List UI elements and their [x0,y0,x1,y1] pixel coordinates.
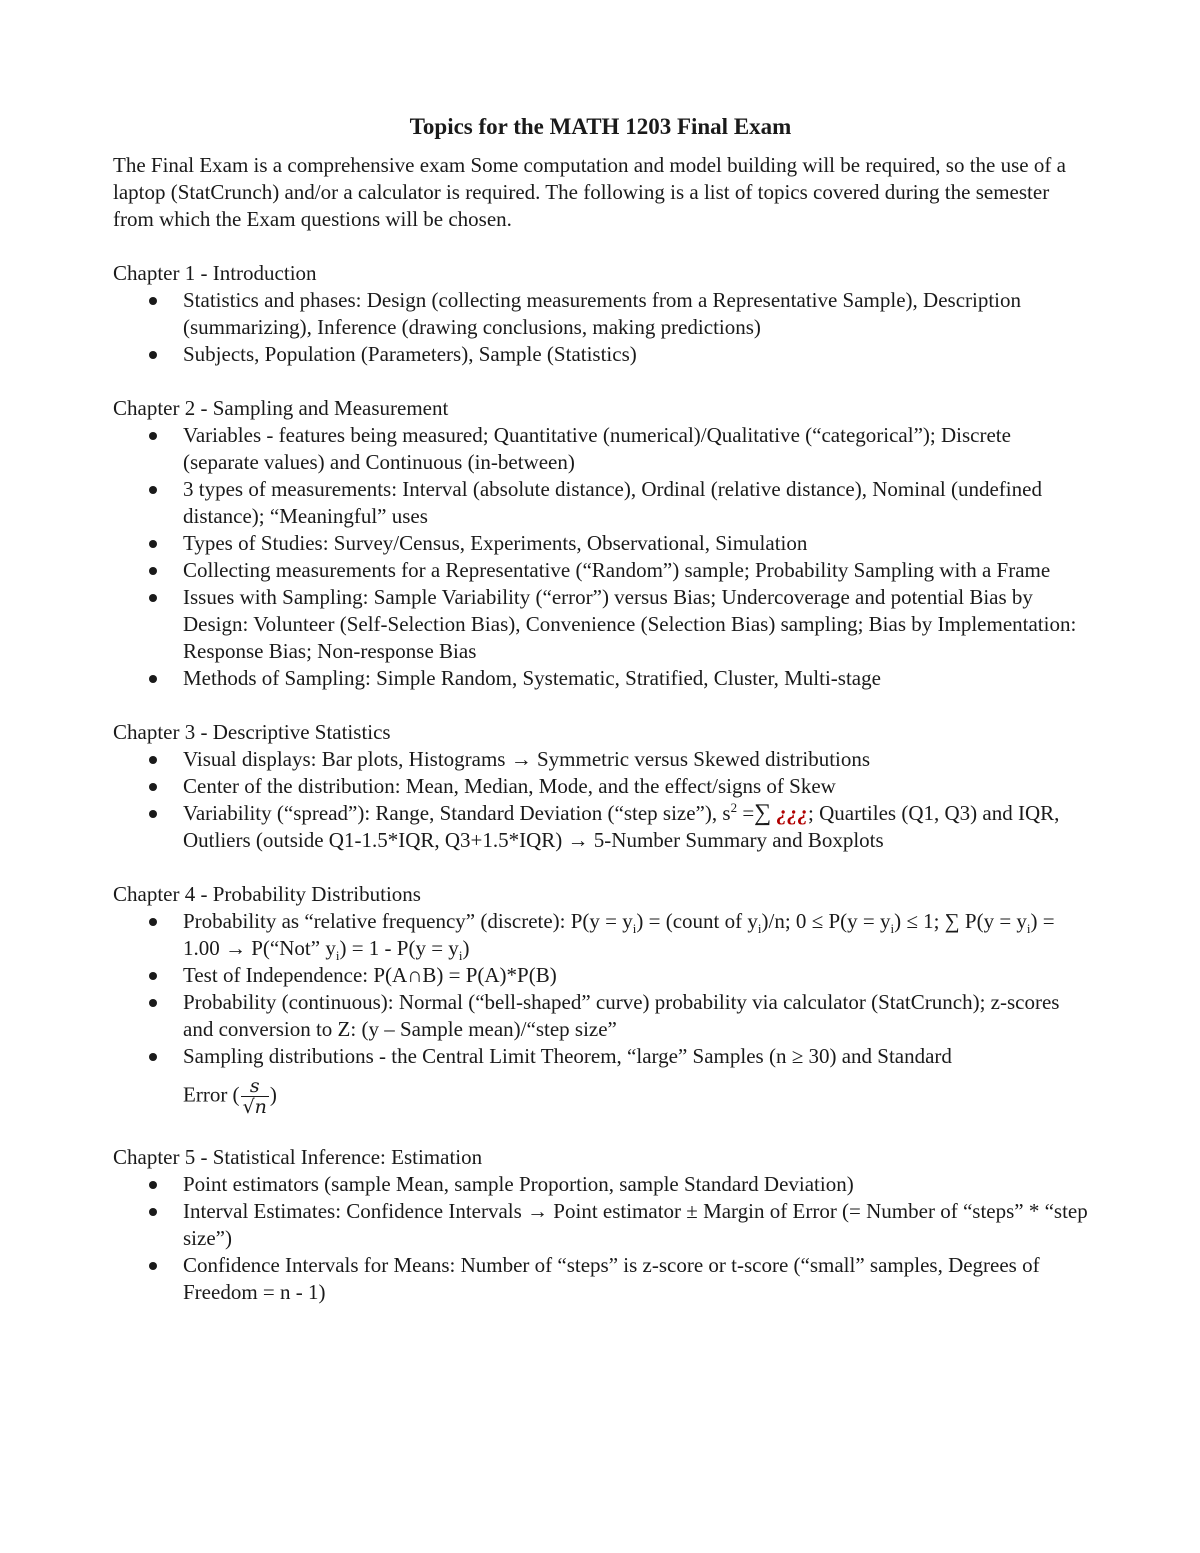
topic-list [113,287,1088,368]
list-item: Center of the distribution: Mean, Median, Mode, and the effect/signs of Skew [113,773,1088,800]
bullet-icon [149,1262,157,1270]
chapter-heading: Chapter 4 - Probability Distributions [113,882,421,906]
topic-list [113,422,1088,692]
page-title: Topics for the MATH 1203 Final Exam [409,114,792,139]
list-item-variability: Variability (“spread”): Range, Standard Deviation (“step size”), $s^2$ =∑ ¿¿¿; Quartiles (Q1, Q3) and IQR, Outliers (outside Q1-1.5*IQR, Q3+1.5*IQR) → 5-Number Summary and Boxplots [113,800,1088,854]
chapter-4-section [113,881,1088,1117]
bullet-icon [149,972,157,980]
summation-symbol: ∑ [754,800,772,826]
chapter-3-section [113,719,1088,854]
chapter-1-section [113,260,1088,368]
bullet-icon [149,1053,157,1061]
list-item: Interval Estimates: Confidence Intervals → Point estimator ± Margin of Error (= Number of “steps” * “step size”) [113,1198,1088,1252]
bullet-icon [149,594,157,602]
bullet-icon [149,540,157,548]
bullet-icon [149,999,157,1007]
intro-paragraph: The Final Exam is a comprehensive exam Some computation and model building will be required, so the use of a laptop (StatCrunch) and/or a calculator is required. The following is a list of topics covered during the semester from which the Exam questions will be chosen. [113,153,1066,231]
list-item: Statistics and phases: Design (collecting measurements from a Representative Sample), Description (summarizing), Inference (drawing conclusions, making predictions) [113,287,1088,341]
bullet-icon [149,486,157,494]
bullet-icon [149,783,157,791]
list-item: Probability (continuous): Normal (“bell-shaped” curve) probability via calculator (StatCrunch); z-scores and conversion to Z: (y – Sample mean)/“step size” [113,989,1088,1043]
bullet-icon [149,810,157,818]
list-item-probability-frequency: Probability as “relative frequency” (discrete): $P(y = y_i)$ = (count of $y_i)/n$; $0 \le P(y = y_i) \le 1$; ∑ $P(y = y_i) = 1.00$ → P(“Not” $y_i) = 1 - P(y = y_i)$ [113,908,1088,962]
broken-formula-glyphs: ¿¿¿ [771,801,809,825]
standard-error-formula: Error ( $\frac{s}{√n}$ ) [183,1075,277,1118]
bullet-icon [149,432,157,440]
chapter-heading: Chapter 5 - Statistical Inference: Estimation [113,1145,483,1169]
list-item-sampling-distributions: Sampling distributions - the Central Limit Theorem, “large” Samples (n ≥ 30) and Standard Error ( $\frac{s}{√n}$ ) [113,1043,1088,1117]
fraction: $\frac{s}{√n}$ [242,1075,267,1118]
list-item: Test of Independence: P(A∩B) = P(A)*P(B) [113,962,1088,989]
bullet-icon [149,567,157,575]
list-item: Subjects, Population (Parameters), Sample (Statistics) [113,341,1088,368]
list-item: Point estimators (sample Mean, sample Proportion, sample Standard Deviation) [113,1171,1088,1198]
list-item: Confidence Intervals for Means: Number of “steps” is z-score or t-score (“small” samples, Degrees of Freedom = n - 1) [113,1252,1088,1306]
topic-list [113,908,1088,1117]
list-item: Variables - features being measured; Quantitative (numerical)/Qualitative (“categorical”); Discrete (separate values) and Continuous (in-between) [113,422,1088,476]
chapter-heading: Chapter 3 - Descriptive Statistics [113,720,391,744]
chapter-heading: Chapter 2 - Sampling and Measurement [113,396,449,420]
list-item: 3 types of measurements: Interval (absolute distance), Ordinal (relative distance), Nominal (undefined distance); “Meaningful” uses [113,476,1088,530]
document-page [113,112,1088,1333]
bullet-icon [149,351,157,359]
chapter-2-section [113,395,1088,692]
bullet-icon [149,297,157,305]
list-item: Methods of Sampling: Simple Random, Systematic, Stratified, Cluster, Multi-stage [113,665,1088,692]
list-item: Visual displays: Bar plots, Histograms → Symmetric versus Skewed distributions [113,746,1088,773]
bullet-icon [149,675,157,683]
list-item: Types of Studies: Survey/Census, Experiments, Observational, Simulation [113,530,1088,557]
list-item: Collecting measurements for a Representative (“Random”) sample; Probability Sampling with a Frame [113,557,1088,584]
bullet-icon [149,1181,157,1189]
bullet-icon [149,756,157,764]
chapter-5-section [113,1144,1088,1306]
list-item: Issues with Sampling: Sample Variability (“error”) versus Bias; Undercoverage and potential Bias by Design: Volunteer (Self-Selection Bias), Convenience (Selection Bias) sampling; Bias by Implementation: Response Bias; Non-response Bias [113,584,1088,665]
topic-list [113,1171,1088,1306]
topic-list [113,746,1088,854]
bullet-icon [149,1208,157,1216]
bullet-icon [149,918,157,926]
chapter-heading: Chapter 1 - Introduction [113,261,317,285]
